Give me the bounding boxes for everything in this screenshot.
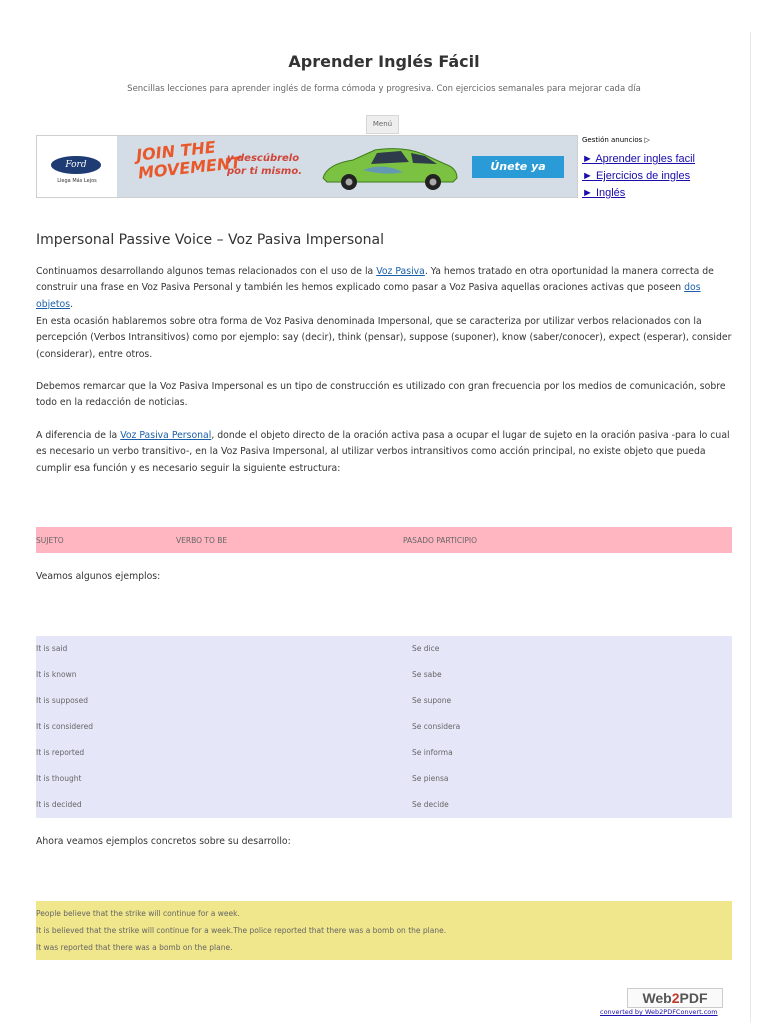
paragraph-media: Debemos remarcar que la Voz Pasiva Impersonal es un tipo de construcción es utilizado con gran frecuencia por los medios de comunicación, sobre todo en la redacción de noticias. [36,381,726,409]
ford-logo: Ford [51,156,101,174]
ford-logo-panel [37,136,117,197]
ad-manage-link[interactable]: Gestión anuncios ▷ [582,136,650,144]
example-english: It is reported [36,748,85,757]
example-spanish: Se decide [412,800,449,809]
paragraph-impersonal: En esta ocasión hablaremos sobre otra forma de Voz Pasiva denominada Impersonal, que se caracteriza por utilizar verbos relacionados con la percepción (Verbos Intransitivos) como por ejemplo: say (decir), think (pensar), suppose (suponer), know (saber/conocer), expect (esperar), consider (considerar), entre otros. [36,316,732,360]
concrete-example-line: It is believed that the strike will continue for a week.The police reported that there was a bomb on the plane. [36,926,447,935]
table-row [36,740,732,766]
ad-creative[interactable] [117,136,578,197]
car-image [313,142,463,192]
example-spanish: Se considera [412,722,461,731]
table-row [36,792,732,818]
ad-link-aprender[interactable]: ► Aprender ingles facil [582,153,696,165]
scrollbar-edge [750,32,751,1022]
example-english: It is supposed [36,696,88,705]
web2pdf-caption-link[interactable]: converted by Web2PDFConvert.com [600,1008,718,1016]
ford-tagline: Llega Más Lejos [57,178,97,184]
example-spanish: Se piensa [412,774,449,783]
paragraph-text: . Ya hemos tratado en otra oportunidad la manera correcta de construir una frase en Voz Pasiva Personal y también les hemos explicado como pasar a Voz Pasiva aquellas oraciones activas que poseen [36,266,714,294]
examples-label: Veamos algunos ejemplos: [36,571,161,582]
ad-link-ejercicios[interactable]: ► Ejercicios de ingles [582,170,691,182]
logo-web-text: Web [642,990,672,1006]
ad-link-ingles[interactable]: ► Inglés [582,187,626,199]
paragraph-intro [36,264,732,313]
structure-cell-verb: VERBO TO BE [176,536,228,545]
paragraph-difference [36,428,732,477]
article-title: Impersonal Passive Voice – Voz Pasiva Impersonal [36,232,385,248]
example-english: It is considered [36,722,94,731]
concrete-examples-label: Ahora veamos ejemplos concretos sobre su desarrollo: [36,836,291,847]
ad-links-list [582,151,695,202]
link-voz-pasiva-personal[interactable]: Voz Pasiva Personal [120,430,212,441]
table-row [36,636,732,662]
example-spanish: Se dice [412,644,440,653]
table-row [36,766,732,792]
example-english: It is said [36,644,68,653]
paragraph-text: Continuamos desarrollando algunos temas relacionados con el uso de la [36,266,377,277]
table-row [36,688,732,714]
ad-cta-button[interactable]: Únete ya [472,156,564,178]
paragraph-text: . [70,298,74,310]
example-spanish: Se sabe [412,670,442,679]
ad-subline: y descúbrelo por ti mismo. [227,153,303,177]
examples-table [36,636,732,818]
logo-two-text: 2 [671,990,680,1006]
concrete-example-line: People believe that the strike will continue for a week. [36,909,240,918]
site-tagline: Sencillas lecciones para aprender inglés de forma cómoda y progresiva. Con ejercicios semanales para mejorar cada día [127,84,641,94]
concrete-example-line: It was reported that there was a bomb on the plane. [36,943,233,952]
site-title[interactable]: Aprender Inglés Fácil [288,52,480,71]
paragraph-text: , donde el objeto directo de la oración activa pasa a ocupar el lugar de sujeto en la oración pasiva -para lo cual es necesario un verbo transitivo-, en la Voz Pasiva Impersonal, al utilizar verbos intransitivos como acción principal, no existe objeto que pueda cumplir esa función y es necesario seguir la siguiente estructura: [36,430,730,474]
ad-banner[interactable] [36,135,578,198]
link-dos-objetos[interactable]: dos objetos [36,282,701,310]
structure-cell-participle: PASADO PARTICIPIO [403,536,477,545]
link-voz-pasiva[interactable]: Voz Pasiva [376,266,425,277]
ad-headline: JOIN THE MOVEMENT [135,137,242,183]
logo-pdf-text: PDF [679,990,708,1006]
table-row [36,714,732,740]
table-row [36,662,732,688]
web2pdf-logo[interactable] [627,988,723,1008]
structure-cell-subject: SUJETO [36,536,64,545]
concrete-examples-box [36,901,732,960]
menu-button[interactable]: Menú [366,115,399,134]
example-spanish: Se informa [412,748,453,757]
structure-table [36,527,732,553]
example-english: It is known [36,670,77,679]
example-english: It is thought [36,774,82,783]
example-english: It is decided [36,800,82,809]
example-spanish: Se supone [412,696,452,705]
paragraph-text: A diferencia de la [36,430,121,441]
